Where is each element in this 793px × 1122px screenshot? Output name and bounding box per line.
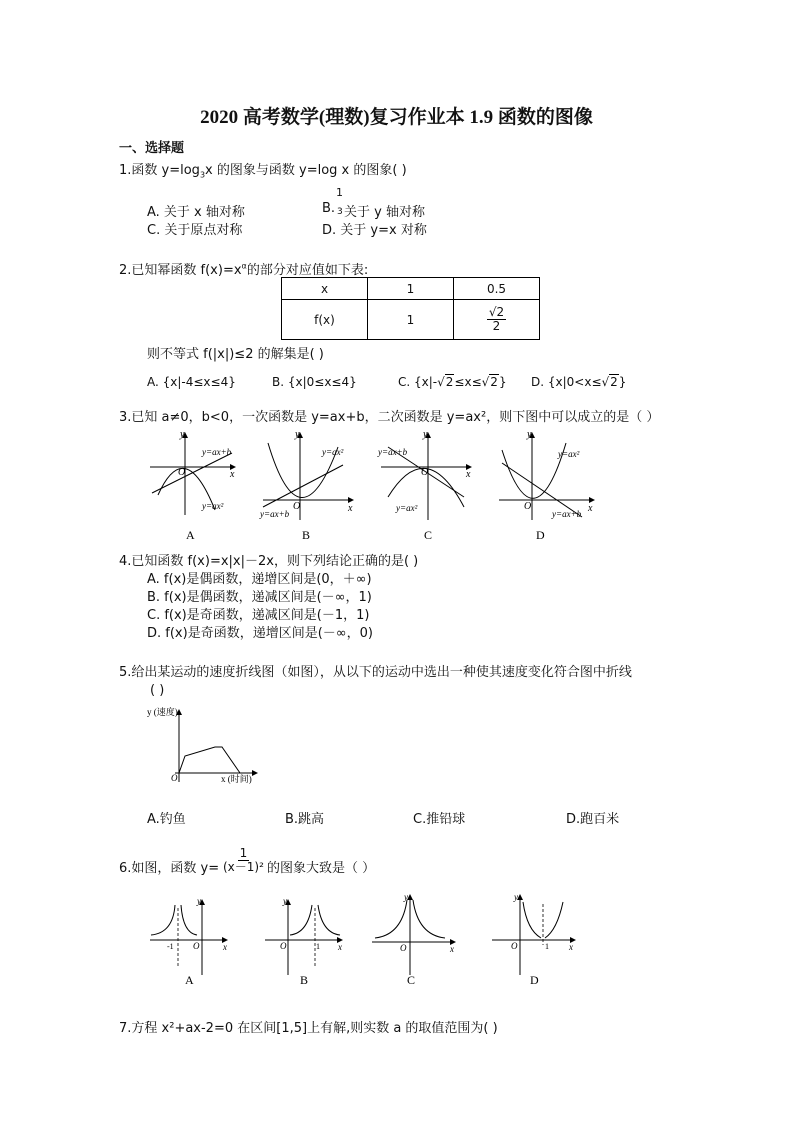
svg-text:x: x: [223, 942, 227, 952]
table-cell: x: [282, 278, 368, 300]
graph-a-label: A: [186, 528, 195, 542]
svg-text:O: O: [400, 943, 407, 953]
graph-d-label: D: [536, 528, 545, 542]
question-4-stem: 4.已知函数 f(x)=x|x|－2x，则下列结论正确的是( ): [119, 554, 419, 569]
graph-6c-label: C: [407, 973, 416, 987]
svg-text:y=ax+b: y=ax+b: [260, 509, 290, 519]
question-3-stem: 3.已知 a≠0，b<0，一次函数是 y=ax+b，二次函数是 y=ax²，则下图中可以成立的是（ ）: [119, 410, 660, 425]
svg-text:y: y: [295, 429, 300, 440]
svg-text:y: y: [180, 429, 185, 440]
question-1-option-b-text: 关于 y 轴对称: [344, 205, 425, 220]
svg-text:O: O: [280, 941, 287, 951]
svg-text:y=ax+b: y=ax+b: [378, 447, 408, 457]
svg-text:y=ax²: y=ax²: [558, 449, 580, 459]
question-2-option-a[interactable]: A. {x|-4≤x≤4}: [147, 375, 236, 389]
question-7-stem: 7.方程 x²+ax-2=0 在区间[1,5]上有解,则实数 a 的取值范围为( ): [119, 1021, 498, 1036]
svg-text:O: O: [293, 501, 301, 512]
graph-b[interactable]: [259, 429, 353, 542]
svg-text:y=ax²: y=ax²: [396, 503, 418, 513]
graph-6d[interactable]: [492, 892, 575, 987]
value-table: [281, 277, 540, 340]
svg-text:x: x: [338, 942, 342, 952]
svg-text:x: x: [466, 469, 471, 480]
question-1-option-d[interactable]: D. 关于 y=x 对称: [322, 223, 427, 238]
question-6-graphs: [145, 890, 585, 990]
question-4-option-d[interactable]: D. f(x)是奇函数，递增区间是(－∞，0): [147, 626, 373, 641]
graph-6d-label: D: [530, 973, 539, 987]
svg-text:y: y: [527, 429, 532, 440]
table-cell: 1: [368, 278, 454, 300]
question-4-option-a[interactable]: A. f(x)是偶函数，递增区间是(0，＋∞): [147, 572, 372, 587]
svg-text:y: y: [423, 429, 428, 440]
svg-text:x: x: [450, 944, 454, 954]
question-5-option-b[interactable]: B.跳高: [285, 812, 325, 827]
svg-text:y: y: [283, 896, 287, 906]
question-2-option-d[interactable]: D. {x|0<x≤√2}: [531, 375, 627, 389]
question-2-stem: 2.已知幂函数 $f(x)=x^\alpha$的部分对应值如下表:: [119, 261, 369, 278]
question-5-option-c[interactable]: C.推铅球: [413, 812, 466, 827]
svg-text:O: O: [421, 467, 429, 478]
svg-text:y (速度): y (速度): [147, 707, 178, 717]
svg-text:-1: -1: [167, 942, 174, 951]
svg-text:O: O: [171, 773, 178, 783]
origin-label: O: [178, 467, 186, 478]
question-1-stem: 1.函数 $y=\log_3x$ 的图象与函数 y=log x 的图象( ): [119, 163, 407, 180]
table-cell: 1: [368, 300, 454, 340]
question-2-option-b[interactable]: B. {x|0≤x≤4}: [272, 375, 357, 389]
question-4-option-c[interactable]: C. f(x)是奇函数，递减区间是(－1，1): [147, 608, 370, 623]
graph-6c[interactable]: [372, 892, 455, 987]
svg-text:y: y: [514, 892, 518, 902]
svg-text:O: O: [524, 501, 532, 512]
graph-6a-label: A: [185, 973, 194, 987]
question-5-paren: ( ): [150, 683, 165, 698]
question-3-graphs: [140, 425, 620, 545]
graph-6a[interactable]: [150, 896, 227, 987]
question-1-option-c[interactable]: C. 关于原点对称: [147, 223, 243, 238]
question-2-inequality: 则不等式 f(|x|)≤2 的解集是( ): [147, 347, 324, 362]
question-5-stem: 5.给出某运动的速度折线图（如图），从以下的运动中选出一种使其速度变化符合图中折线: [119, 665, 632, 680]
svg-text:x (时间): x (时间): [221, 774, 252, 784]
svg-text:x: x: [569, 942, 573, 952]
table-cell: 0.5: [454, 278, 540, 300]
svg-text:y: y: [197, 896, 201, 906]
page-title: 2020 高考数学(理数)复习作业本 1.9 函数的图像: [200, 107, 593, 128]
question-1-fraction-den: 3: [337, 207, 343, 217]
svg-text:1: 1: [545, 942, 549, 951]
question-5-option-a[interactable]: A.钓鱼: [147, 812, 186, 827]
svg-text:x: x: [588, 503, 593, 514]
question-1-fraction-num: 1: [336, 186, 343, 199]
graph-c[interactable]: [377, 429, 471, 542]
section-heading: 一、选择题: [119, 141, 185, 156]
svg-text:y=ax+b: y=ax+b: [552, 509, 582, 519]
svg-text:y=ax+b: y=ax+b: [202, 447, 232, 457]
question-6-fraction: $\frac{1}{\text{(x－1)²}}$: [223, 846, 264, 875]
table-cell-fraction: $\frac{√2}{2}$: [454, 300, 540, 340]
question-5-option-d[interactable]: D.跑百米: [566, 812, 620, 827]
svg-text:y: y: [404, 892, 408, 902]
table-cell: f(x): [282, 300, 368, 340]
graph-6b[interactable]: [265, 896, 342, 987]
speed-graph: [145, 700, 265, 790]
graph-b-label: B: [302, 528, 311, 542]
svg-text:1: 1: [316, 942, 320, 951]
svg-text:O: O: [193, 941, 200, 951]
question-6-stem-post: 的图象大致是（ ）: [267, 861, 376, 876]
svg-text:y=ax²: y=ax²: [322, 447, 344, 457]
graph-d[interactable]: [499, 429, 594, 542]
svg-text:x: x: [230, 469, 235, 480]
question-2-option-c[interactable]: C. {x|-√2≤x≤√2}: [398, 375, 507, 389]
question-4-option-b[interactable]: B. f(x)是偶函数，递减区间是(－∞，1): [147, 590, 372, 605]
question-6-stem-pre: 6.如图，函数 y=: [119, 861, 220, 876]
question-1-option-a[interactable]: A. 关于 x 轴对称: [147, 205, 245, 220]
svg-text:O: O: [511, 941, 518, 951]
graph-a[interactable]: [150, 429, 235, 542]
graph-c-label: C: [424, 528, 433, 542]
svg-text:x: x: [348, 503, 353, 514]
graph-6b-label: B: [300, 973, 309, 987]
svg-text:y=ax²: y=ax²: [202, 501, 224, 511]
question-1-option-b[interactable]: B.: [322, 201, 336, 216]
